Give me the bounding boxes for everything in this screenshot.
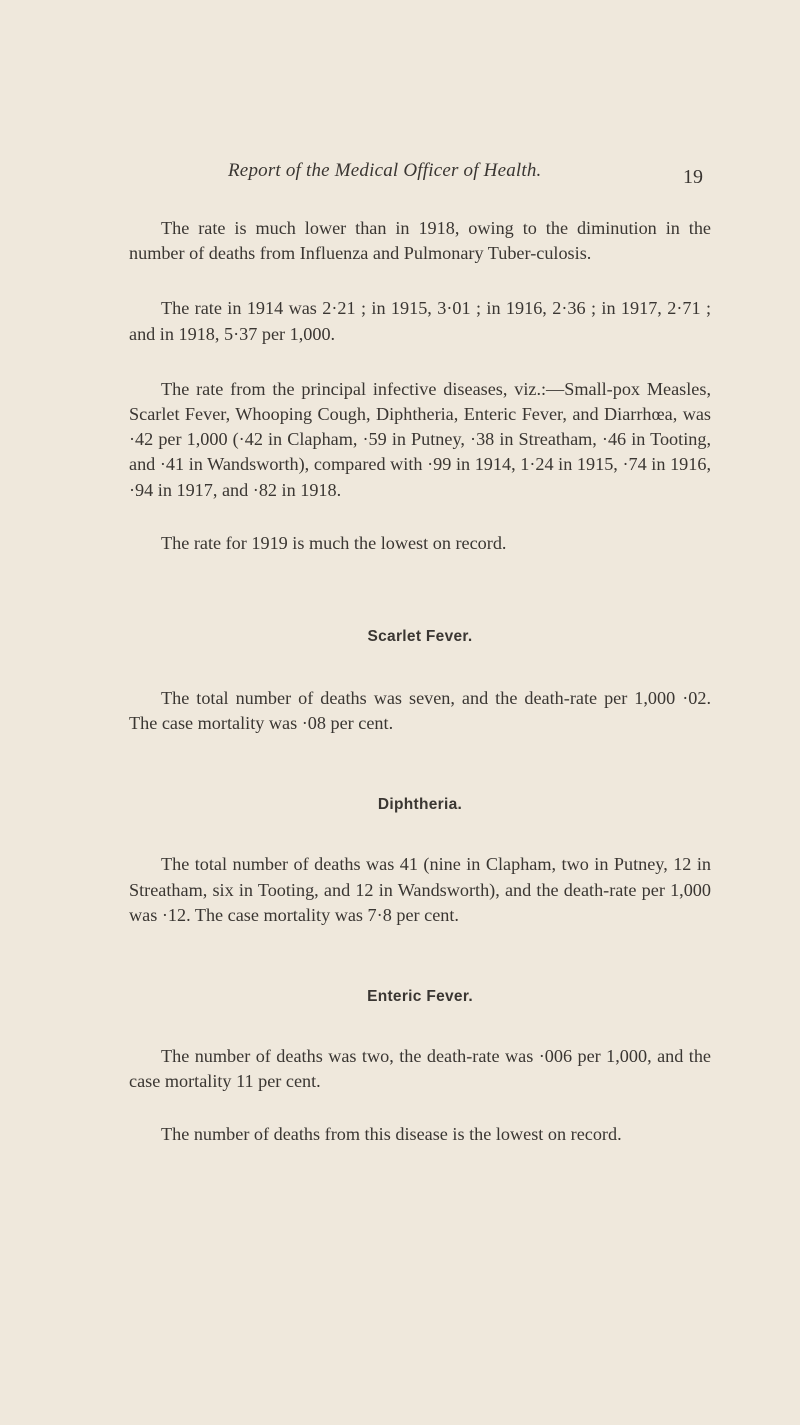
- heading-diphtheria: Diphtheria.: [377, 796, 463, 814]
- page-number: 19: [683, 166, 703, 188]
- paragraph-infective-diseases: The rate from the principal infective diseases, viz.:—Small-pox Measles, Scarlet Fever, Whooping Cough, Diphtheria, Enteric Fever, and Diarrhœa, was ·42 per 1,000 (·42 in Clapham, ·59 in Putney, ·38 in Streatham, ·46 in Tooting, and ·41 in Wandsworth), compared with ·99 in 1914, 1·24 in 1915, ·74 in 1916, ·94 in 1917, and ·82 in 1918.: [129, 378, 711, 500]
- paragraph-diphtheria: The total number of deaths was 41 (nine in Clapham, two in Putney, 12 in Streatham, six in Tooting, and 12 in Wandsworth), and the death-rate per 1,000 was ·12. The case mortality was 7·8 per cent.: [129, 854, 711, 925]
- heading-scarlet-fever: Scarlet Fever.: [367, 628, 473, 646]
- paragraph-scarlet-fever: The total number of deaths was seven, and the death-rate per 1,000 ·02. The case mortality was ·08 per cent.: [129, 688, 711, 734]
- running-header: [0, 160, 800, 192]
- header-title: Report of the Medical Officer of Health.: [228, 160, 542, 181]
- paragraph-lowest-record: The rate for 1919 is much the lowest on record.: [161, 532, 507, 553]
- paragraph-yearly-rates: The rate in 1914 was 2·21 ; in 1915, 3·01 ; in 1916, 2·36 ; in 1917, 2·71 ; and in 1918, 5·37 per 1,000.: [129, 298, 711, 344]
- body-text: [129, 216, 711, 1148]
- paragraph-enteric-fever: The number of deaths was two, the death-rate was ·006 per 1,000, and the case mortality 11 per cent.: [129, 1046, 711, 1092]
- heading-enteric-fever: Enteric Fever.: [367, 988, 473, 1006]
- paragraph-enteric-record: The number of deaths from this disease is the lowest on record.: [161, 1124, 622, 1145]
- paragraph-rate-comparison: The rate is much lower than in 1918, owing to the diminution in the number of deaths from Influenza and Pulmonary Tuber-culosis.: [129, 218, 711, 264]
